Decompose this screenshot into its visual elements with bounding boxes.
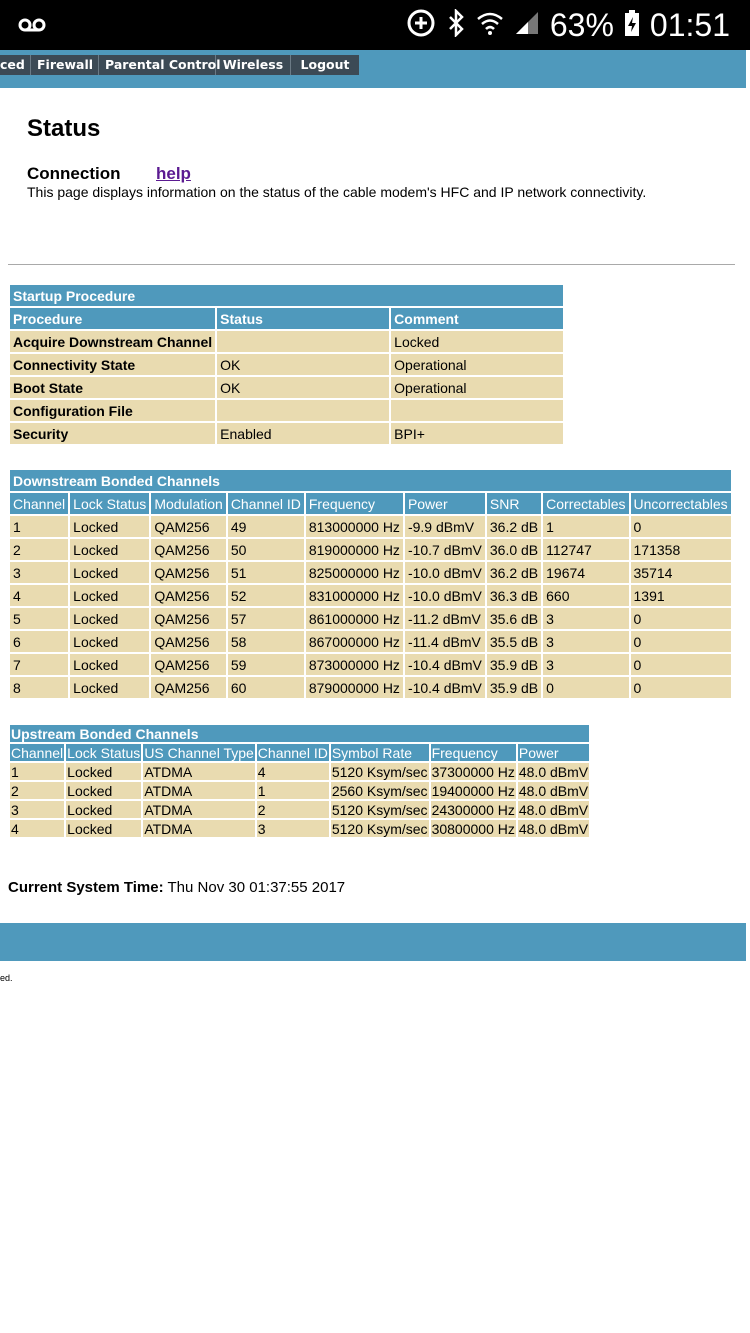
table-cell: 3 xyxy=(10,562,68,583)
table-row xyxy=(10,677,731,698)
table-row xyxy=(10,631,731,652)
table-cell: Boot State xyxy=(10,377,215,398)
column-header: Channel xyxy=(10,493,68,514)
table-cell: 873000000 Hz xyxy=(306,654,403,675)
table-cell: 2 xyxy=(10,782,64,799)
table-cell: 3 xyxy=(10,801,64,818)
table-cell: 831000000 Hz xyxy=(306,585,403,606)
divider xyxy=(8,264,735,265)
table-cell: Locked xyxy=(70,608,149,629)
table-cell: Locked xyxy=(66,763,141,780)
battery-icon xyxy=(624,9,640,42)
table-cell: Connectivity State xyxy=(10,354,215,375)
table-cell: 35.5 dB xyxy=(487,631,541,652)
column-header: Channel ID xyxy=(257,744,328,761)
table-cell: 171358 xyxy=(631,539,731,560)
wifi-icon xyxy=(476,9,504,42)
column-header: Frequency xyxy=(431,744,516,761)
table-cell: Locked xyxy=(70,654,149,675)
table-cell: 660 xyxy=(543,585,628,606)
table-cell: 825000000 Hz xyxy=(306,562,403,583)
table-cell: -9.9 dBmV xyxy=(405,516,485,537)
nav-item-parental-control[interactable]: Parental Control xyxy=(99,55,216,75)
table-cell: OK xyxy=(217,354,389,375)
table-cell: -11.4 dBmV xyxy=(405,631,485,652)
table-row xyxy=(10,516,731,537)
table-cell: Locked xyxy=(70,631,149,652)
android-status-bar xyxy=(0,0,750,50)
table-cell: 19674 xyxy=(543,562,628,583)
table-cell: 5120 Ksym/sec xyxy=(331,801,428,818)
table-cell: -10.0 dBmV xyxy=(405,562,485,583)
table-cell: 36.2 dB xyxy=(487,562,541,583)
table-cell: Acquire Downstream Channel xyxy=(10,331,215,352)
table-cell: QAM256 xyxy=(151,585,226,606)
table-cell: QAM256 xyxy=(151,654,226,675)
system-time xyxy=(8,879,345,896)
column-header: Lock Status xyxy=(70,493,149,514)
table-cell: 48.0 dBmV xyxy=(518,763,589,780)
table-cell: 19400000 Hz xyxy=(431,782,515,799)
voicemail-icon xyxy=(18,13,46,42)
table-cell: 4 xyxy=(10,585,68,606)
table-cell: 50 xyxy=(228,539,304,560)
table-cell: QAM256 xyxy=(151,539,226,560)
table-cell: 1 xyxy=(10,516,68,537)
nav-menu xyxy=(0,55,359,75)
system-time-value: Thu Nov 30 01:37:55 2017 xyxy=(167,879,346,896)
table-row xyxy=(10,585,731,606)
table-row xyxy=(10,654,731,675)
upstream-channels-table xyxy=(8,723,591,839)
table-cell: 5120 Ksym/sec xyxy=(331,820,428,837)
table-cell: 37300000 Hz xyxy=(431,763,515,780)
table-cell: -11.2 dBmV xyxy=(405,608,485,629)
table-cell: 52 xyxy=(228,585,304,606)
column-header: Symbol Rate xyxy=(331,744,429,761)
table-row xyxy=(10,801,589,818)
column-header: Channel xyxy=(11,744,64,761)
table-row xyxy=(10,331,563,352)
table-cell: 4 xyxy=(10,820,64,837)
table-cell: 48.0 dBmV xyxy=(518,820,589,837)
table-caption: Startup Procedure xyxy=(10,285,563,306)
table-cell: 51 xyxy=(228,562,304,583)
table-cell: Configuration File xyxy=(10,400,215,421)
data-saver-icon xyxy=(406,8,436,43)
table-caption: Downstream Bonded Channels xyxy=(10,470,731,491)
battery-percent: 63% xyxy=(549,6,614,43)
table-cell: 813000000 Hz xyxy=(306,516,403,537)
table-cell: -10.4 dBmV xyxy=(405,677,485,698)
table-row xyxy=(10,423,563,444)
table-cell: BPI+ xyxy=(391,423,563,444)
table-cell: OK xyxy=(217,377,389,398)
table-row xyxy=(10,400,563,421)
column-header: Correctables xyxy=(543,493,628,514)
table-cell xyxy=(391,400,563,421)
table-cell: 8 xyxy=(10,677,68,698)
table-cell: 3 xyxy=(543,608,628,629)
table-cell: 36.3 dB xyxy=(487,585,541,606)
table-cell: 2 xyxy=(10,539,68,560)
table-cell: 35714 xyxy=(631,562,731,583)
table-cell: -10.0 dBmV xyxy=(405,585,485,606)
table-cell: 58 xyxy=(228,631,304,652)
column-header: Power xyxy=(518,744,589,761)
table-cell: ATDMA xyxy=(143,820,254,837)
table-cell: Enabled xyxy=(217,423,389,444)
table-cell: Security xyxy=(10,423,215,444)
bluetooth-icon xyxy=(446,9,466,42)
table-row xyxy=(10,782,589,799)
table-cell: 3 xyxy=(257,820,329,837)
table-cell: 7 xyxy=(10,654,68,675)
table-cell: Locked xyxy=(66,782,141,799)
startup-procedure-table xyxy=(8,283,565,446)
table-cell: 30800000 Hz xyxy=(431,820,515,837)
column-header: Modulation xyxy=(151,493,226,514)
table-cell: 24300000 Hz xyxy=(431,801,515,818)
column-header: Uncorrectables xyxy=(631,493,731,514)
table-cell: 2560 Ksym/sec xyxy=(331,782,428,799)
column-header: Frequency xyxy=(306,493,403,514)
table-cell: -10.4 dBmV xyxy=(405,654,485,675)
table-cell: Locked xyxy=(66,820,141,837)
column-header: Comment xyxy=(391,308,563,329)
column-header: Power xyxy=(405,493,485,514)
column-header: Channel ID xyxy=(228,493,304,514)
table-cell: Locked xyxy=(391,331,563,352)
table-cell: Operational xyxy=(391,377,563,398)
connection-heading: Connection xyxy=(27,164,121,183)
column-header: US Channel Type xyxy=(144,744,254,761)
table-cell: 4 xyxy=(257,763,329,780)
table-row xyxy=(10,377,563,398)
copyright-text: ed. xyxy=(0,973,13,983)
system-time-label: Current System Time: xyxy=(8,879,164,896)
table-cell: 0 xyxy=(631,631,731,652)
table-cell: 0 xyxy=(631,654,731,675)
table-cell: 2 xyxy=(257,801,329,818)
table-cell: Operational xyxy=(391,354,563,375)
table-cell: 59 xyxy=(228,654,304,675)
table-cell: ATDMA xyxy=(143,763,254,780)
table-cell: 0 xyxy=(631,608,731,629)
table-cell: ATDMA xyxy=(143,801,254,818)
table-cell: ATDMA xyxy=(143,782,254,799)
table-cell: 819000000 Hz xyxy=(306,539,403,560)
table-cell: -10.7 dBmV xyxy=(405,539,485,560)
table-row xyxy=(10,562,731,583)
table-cell: Locked xyxy=(70,585,149,606)
table-cell: 1391 xyxy=(631,585,731,606)
table-cell: 867000000 Hz xyxy=(306,631,403,652)
table-cell: QAM256 xyxy=(151,516,226,537)
table-cell xyxy=(217,331,389,352)
table-cell: 6 xyxy=(10,631,68,652)
table-cell: 35.9 dB xyxy=(487,677,541,698)
signal-icon xyxy=(514,10,540,41)
table-cell: 57 xyxy=(228,608,304,629)
table-cell: 0 xyxy=(543,677,628,698)
footer-bar xyxy=(0,923,746,961)
table-cell: Locked xyxy=(66,801,141,818)
table-cell xyxy=(217,400,389,421)
table-cell: 1 xyxy=(257,782,329,799)
downstream-channels-table xyxy=(8,468,733,700)
table-cell: 5 xyxy=(10,608,68,629)
table-cell: QAM256 xyxy=(151,562,226,583)
table-cell: 0 xyxy=(631,516,731,537)
table-cell: 35.9 dB xyxy=(487,654,541,675)
table-cell: QAM256 xyxy=(151,631,226,652)
table-cell: Locked xyxy=(70,562,149,583)
nav-item-logout[interactable]: Logout xyxy=(300,57,350,72)
table-row xyxy=(10,539,731,560)
table-cell: 5120 Ksym/sec xyxy=(331,763,428,780)
clock: 01:51 xyxy=(649,6,730,43)
table-cell: 1 xyxy=(543,516,628,537)
page-title: Status xyxy=(27,115,101,142)
table-cell: 112747 xyxy=(543,539,628,560)
table-cell: 861000000 Hz xyxy=(306,608,403,629)
table-cell: 0 xyxy=(631,677,731,698)
nav-item-firewall[interactable]: Firewall xyxy=(31,55,99,75)
table-row xyxy=(10,763,589,780)
table-caption: Upstream Bonded Channels xyxy=(10,725,589,742)
nav-item-wireless[interactable]: Wireless xyxy=(216,55,291,75)
column-header: Procedure xyxy=(10,308,215,329)
table-cell: 49 xyxy=(228,516,304,537)
table-cell: Locked xyxy=(70,539,149,560)
table-cell: Locked xyxy=(70,677,149,698)
table-row xyxy=(10,820,589,837)
table-cell: 3 xyxy=(543,631,628,652)
table-cell: Locked xyxy=(70,516,149,537)
table-cell: 60 xyxy=(228,677,304,698)
nav-item-advanced[interactable]: ced xyxy=(0,55,31,75)
page-description: This page displays information on the status of the cable modem's HFC and IP network connectivity. xyxy=(27,184,647,200)
table-cell: 36.2 dB xyxy=(487,516,541,537)
table-cell: 35.6 dB xyxy=(487,608,541,629)
table-cell: 879000000 Hz xyxy=(306,677,403,698)
column-header: Status xyxy=(217,308,389,329)
table-cell: QAM256 xyxy=(151,608,226,629)
column-header: SNR xyxy=(487,493,541,514)
table-cell: 3 xyxy=(543,654,628,675)
table-row xyxy=(10,608,731,629)
table-row xyxy=(10,354,563,375)
table-cell: 36.0 dB xyxy=(487,539,541,560)
help-link[interactable]: help xyxy=(156,164,191,183)
table-cell: 48.0 dBmV xyxy=(518,782,589,799)
table-cell: 48.0 dBmV xyxy=(518,801,589,818)
table-cell: QAM256 xyxy=(151,677,226,698)
top-nav-bar xyxy=(0,50,746,88)
column-header: Lock Status xyxy=(67,744,141,761)
table-cell: 1 xyxy=(10,763,64,780)
